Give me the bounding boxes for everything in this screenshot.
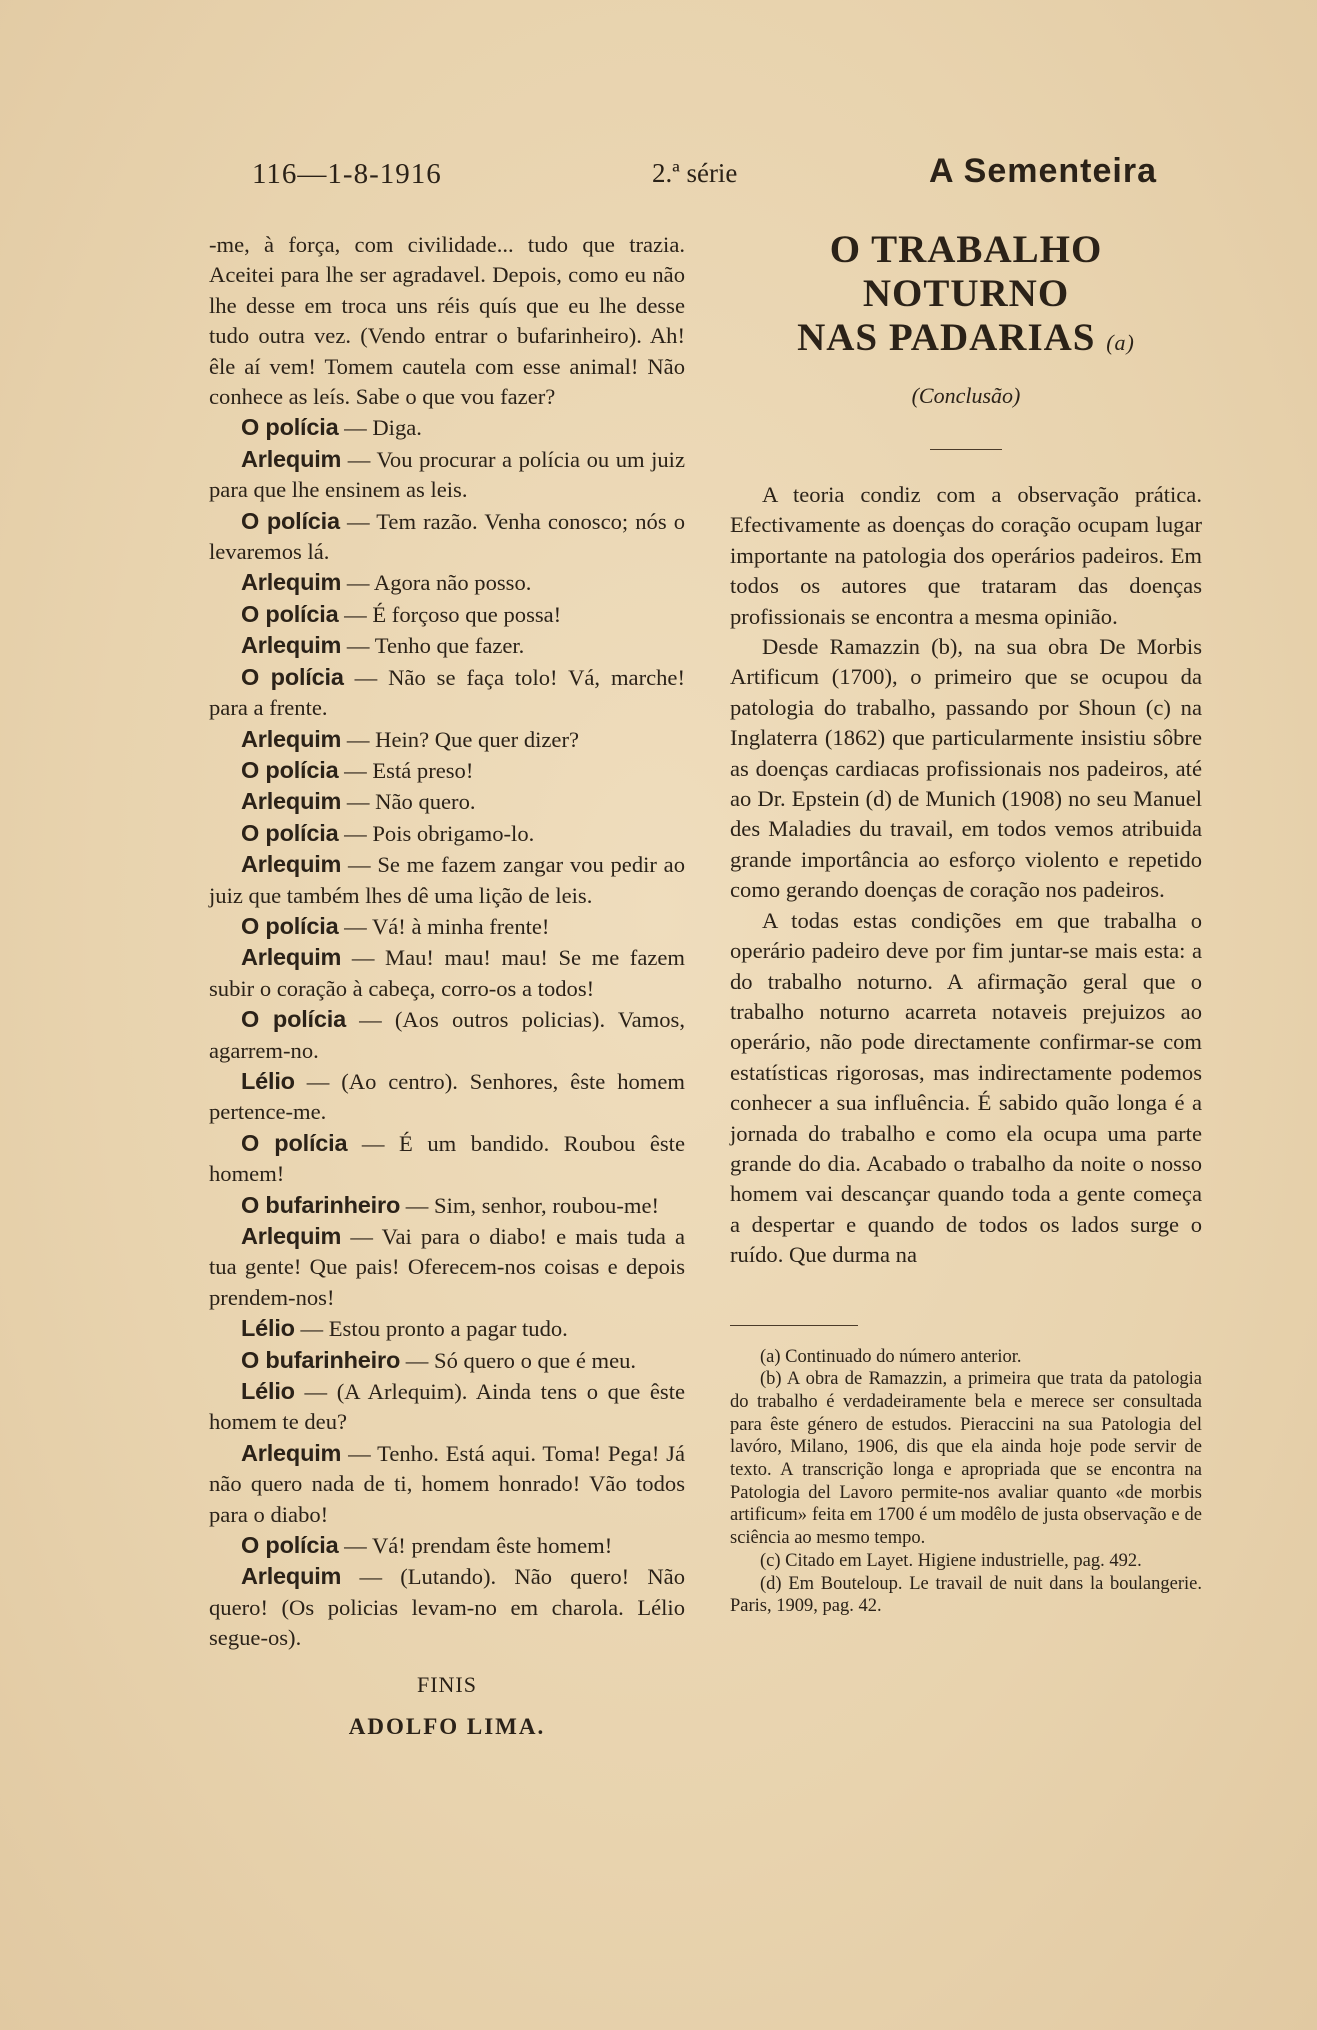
speaker: O bufarinheiro <box>241 1191 401 1218</box>
finis-label: FINIS <box>416 1671 477 1697</box>
dialogue-line: O polícia — Vá! prendam êste homem! <box>241 1532 613 1559</box>
article-subtitle: (Conclusão) <box>911 383 1021 408</box>
left-column <box>209 230 685 1743</box>
speaker: Arlequim <box>241 632 342 659</box>
dialogue-line: O polícia — Está preso! <box>241 756 474 783</box>
speaker: Lélio <box>241 1067 295 1094</box>
issue-number: 116—1-8-1916 <box>252 158 442 190</box>
speaker: Arlequim <box>241 944 342 971</box>
dialogue-line: O bufarinheiro — Só quero o que é meu. <box>241 1346 637 1373</box>
speaker: O polícia <box>241 414 339 441</box>
dialogue-line: Arlequim — Agora não posso. <box>241 569 532 596</box>
dialogue-line: Arlequim — (Lutando). Não quero! Não quero! (Os policias levam-no em charola. Lélio segue-os). <box>209 1563 685 1651</box>
speaker: O polícia <box>241 912 339 939</box>
article-title-line-1: O TRABALHO NOTURNO <box>829 228 1103 315</box>
speaker: O polícia <box>241 819 339 846</box>
dialogue-line: O polícia — Não se faça tolo! Vá, marche! para a frente. <box>209 663 685 721</box>
dialogue-line: O polícia — (Aos outros policias). Vamos, agarrem-no. <box>209 1006 685 1063</box>
speaker: Arlequim <box>241 569 342 596</box>
speaker: O bufarinheiro <box>241 1346 401 1373</box>
article-paragraph: A teoria condiz com a observação prática. Efectivamente as doenças do coração ocupam lugar importante na patologia dos operários padeiros. Em todos os autores que trataram das doenças profissionais se encontra a mesma opinião. <box>730 482 1202 629</box>
footnote: (d) Em Bouteloup. Le travail de nuit dans la boulangerie. Paris, 1909, pag. 42. <box>730 1573 1202 1617</box>
dialogue-line: O polícia — É forçoso que possa! <box>241 600 562 627</box>
dialogue-line: O polícia — Tem razão. Venha conosco; nós o levaremos lá. <box>209 507 685 565</box>
speaker: O polícia <box>241 663 344 690</box>
footnote-divider <box>730 1325 858 1326</box>
divider <box>930 449 1002 450</box>
dialogue-line: Lélio — Estou pronto a pagar tudo. <box>241 1315 568 1342</box>
dialogue-line: O polícia — Pois obrigamo-lo. <box>241 819 535 846</box>
right-column <box>730 228 1202 1618</box>
dialogue-line: Arlequim — Hein? Que quer dizer? <box>241 725 580 752</box>
speaker: Arlequim <box>241 851 342 878</box>
dialogue-line: Arlequim — Vou procurar a polícia ou um juiz para que lhe ensinem as leis. <box>209 445 685 503</box>
speaker: O polícia <box>241 1129 348 1156</box>
speaker: O polícia <box>241 756 339 783</box>
dialogue-line: Arlequim — Tenho. Está aqui. Toma! Pega! Já não quero nada de ti, homem honrado! Vão todos para o diabo! <box>209 1439 685 1527</box>
speaker: Arlequim <box>241 788 342 815</box>
speaker: Arlequim <box>241 1563 342 1590</box>
dialogue-line: Arlequim — Tenho que fazer. <box>241 632 525 659</box>
footnote: (c) Citado em Layet. Higiene industrielle, pag. 492. <box>760 1550 1142 1571</box>
footnote: (a) Continuado do número anterior. <box>760 1346 1022 1367</box>
series-label: 2.ª série <box>652 158 738 188</box>
speaker: Lélio <box>241 1315 295 1342</box>
speaker: Arlequim <box>241 445 342 472</box>
article-paragraph: Desde Ramazzin (b), na sua obra De Morbis Artificum (1700), o primeiro que se ocupou da patologia do trabalho, passando por Shoun (c) na Inglaterra (1862) que particularmente insistiu sôbre as doenças cardiacas profissionais nos padeiros, até ao Dr. Epstein (d) de Munich (1908) no seu Manuel des Maladies du travail, em todos vemos atribuida grande importância ao esforço violento e repetido como gerando doenças de coração nos padeiros. <box>730 634 1202 903</box>
author-signature: ADOLFO LIMA. <box>348 1714 546 1740</box>
dialogue-line: O polícia — Vá! à minha frente! <box>241 912 550 939</box>
dialogue-line: Lélio — (A Arlequim). Ainda tens o que êste homem te deu? <box>209 1378 685 1435</box>
speaker: O polícia <box>241 1006 346 1033</box>
dialogue-line: Lélio — (Ao centro). Senhores, êste homem pertence-me. <box>209 1067 685 1125</box>
dialogue-line: O polícia — Diga. <box>241 414 422 441</box>
article-title-block <box>730 228 1202 450</box>
speaker: Lélio <box>241 1378 295 1405</box>
speaker: Arlequim <box>241 1439 342 1466</box>
article-title-line-2: NAS PADARIAS (a) <box>797 316 1135 359</box>
dialogue-line: Arlequim — Se me fazem zangar vou pedir ao juiz que também lhes dê uma lição de leis. <box>209 851 685 908</box>
dialogue-line: Arlequim — Não quero. <box>241 788 476 815</box>
footnote-ref: (a) <box>1106 330 1135 355</box>
dialogue-line: O bufarinheiro — Sim, senhor, roubou-me! <box>241 1191 660 1218</box>
publication-title: A Sementeira <box>928 152 1157 190</box>
dialogue-line: -me, à força, com civilidade... tudo que trazia. Aceitei para lhe ser agradavel. Depois, como eu não lhe desse em troca uns réis quís que eu lhe desse tudo outra vez. (Vendo entrar o bufarinheiro). Ah! êle aí vem! Tomem cautela com esse animal! Não conhece as leís. Sabe o que vou fazer? <box>209 232 685 410</box>
article-body <box>730 480 1202 1271</box>
article-paragraph: A todas estas condições em que trabalha o operário padeiro deve por fim juntar-se mais esta: a do trabalho noturno. A afirmação geral que o trabalho noturno acarreta notaveis prejuizos ao operário, não pode directamente confirmar-se com estatísticas rigorosas, mas indirectamente podemos conhecer a sua influência. É sabido quão longa é a jornada do trabalho e como ela ocupa uma parte grande do dia. Acabado o trabalho da noite o nosso homem vai descançar quando toda a gente começa a despertar e quando de todos os lados surge o ruído. Que durma na <box>730 907 1202 1268</box>
footnotes <box>730 1346 1202 1618</box>
speaker: O polícia <box>241 600 339 627</box>
speaker: O polícia <box>241 507 340 534</box>
page-header <box>252 150 1157 200</box>
footnote: (b) A obra de Ramazzin, a primeira que trata da patologia do trabalho é verdadeiramente bela e merece ser consultada para êste género de estudos. Pieraccini na sua Patologia del lavóro, Milano, 1906, dis que ela ainda hoje pode servir de texto. A transcrição longa e apropriada que se encontra na Patologia del Lavoro permite-nos avaliar quanto «de morbis artificum» feita em 1700 é um modêlo de justa observação e de sciência ao mesmo tempo. <box>730 1369 1202 1549</box>
speaker: O polícia <box>241 1532 339 1559</box>
speaker: Arlequim <box>241 1223 342 1249</box>
dialogue-line: O polícia — É um bandido. Roubou êste homem! <box>209 1129 685 1187</box>
dialogue-line: Arlequim — Mau! mau! mau! Se me fazem subir o coração à cabeça, corro-os a todos! <box>209 944 685 1001</box>
speaker: Arlequim <box>241 725 342 752</box>
dialogue-line: Arlequim — Vai para o diabo! e mais tuda a tua gente! Que pais! Oferecem-nos coisas e depois prendem-nos! <box>209 1223 685 1310</box>
